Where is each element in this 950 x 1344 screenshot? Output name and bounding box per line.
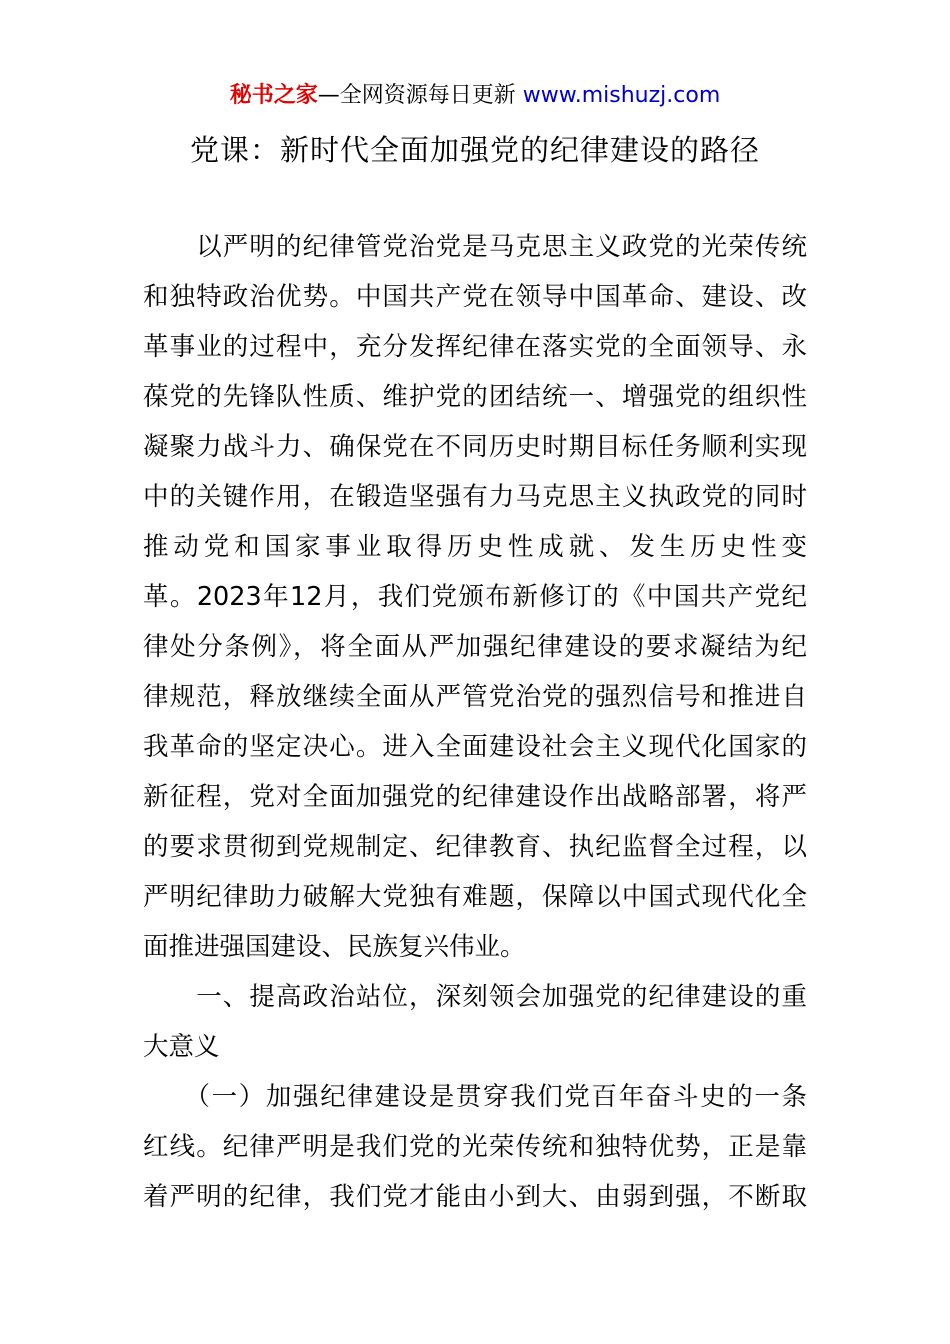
body-line: 我革命的坚定决心。进入全面建设社会主义现代化国家的 [143, 732, 807, 762]
body-line: 面推进强国建设、民族复兴伟业。 [143, 932, 526, 962]
body-line: 红线。纪律严明是我们党的光荣传统和独特优势，正是靠 [143, 1132, 807, 1162]
body-line: 律规范，释放继续全面从严管党治党的强烈信号和推进自 [143, 682, 807, 712]
body-line: 凝聚力战斗力、确保党在不同历史时期目标任务顺利实现 [143, 432, 807, 462]
body-line: 着严明的纪律，我们党才能由小到大、由弱到强，不断取 [143, 1182, 807, 1212]
body-line: （一）加强纪律建设是贯穿我们党百年奋斗史的一条 [143, 1082, 807, 1112]
section-heading-line: 一、提高政治站位，深刻领会加强党的纪律建设的重 [143, 982, 807, 1012]
section-heading-line: 大意义 [143, 1032, 220, 1062]
site-header [0, 80, 950, 112]
body-line: 的要求贯彻到党规制定、纪律教育、执纪监督全过程，以 [143, 832, 807, 862]
body-line: 严明纪律助力破解大党独有难题，保障以中国式现代化全 [143, 882, 807, 912]
body-line: 以严明的纪律管党治党是马克思主义政党的光荣传统 [143, 232, 807, 262]
body-line: 革事业的过程中，充分发挥纪律在落实党的全面领导、永 [143, 332, 807, 362]
document-body [143, 222, 807, 1222]
body-line: 中的关键作用，在锻造坚强有力马克思主义执政党的同时 [143, 482, 807, 512]
brand-name: 秘书之家 [229, 83, 318, 108]
body-line: 律处分条例》，将全面从严加强纪律建设的要求凝结为纪 [143, 632, 807, 662]
site-url-link[interactable]: www.mishuzj.com [522, 83, 721, 108]
body-line: 推动党和国家事业取得历史性成就、发生历史性变 [143, 532, 807, 562]
body-line: 和独特政治优势。中国共产党在领导中国革命、建设、改 [143, 282, 807, 312]
header-tagline: —全网资源每日更新 [317, 83, 523, 108]
body-line: 革。2023年12月，我们党颁布新修订的《中国共产党纪 [143, 582, 807, 612]
body-line: 葆党的先锋队性质、维护党的团结统一、增强党的组织性 [143, 382, 807, 412]
body-line: 新征程，党对全面加强党的纪律建设作出战略部署，将严 [143, 782, 807, 812]
document-title: 党课：新时代全面加强党的纪律建设的路径 [189, 133, 760, 167]
